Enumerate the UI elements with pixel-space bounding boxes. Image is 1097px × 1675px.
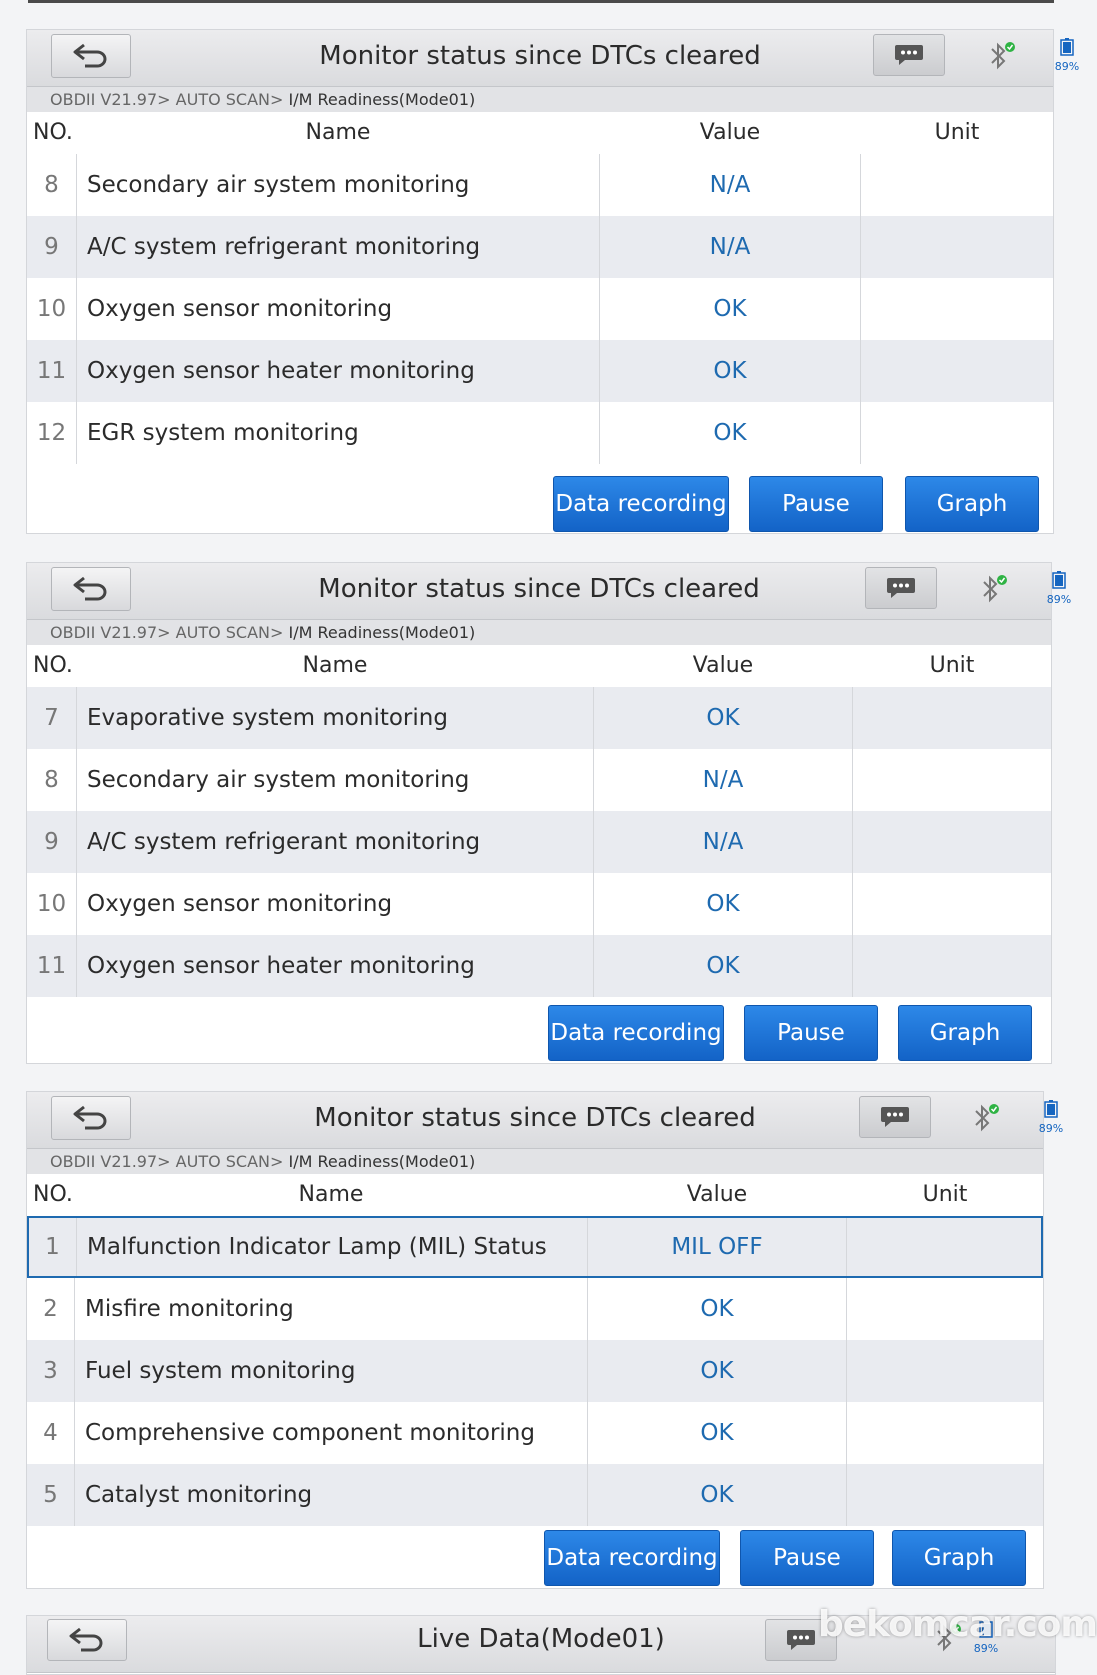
- row-value: N/A: [599, 216, 861, 278]
- graph-button[interactable]: Graph: [898, 1005, 1032, 1061]
- column-unit: Unit: [934, 120, 980, 145]
- row-number: 8: [27, 154, 77, 216]
- row-number: 10: [27, 873, 77, 935]
- column-name: Name: [298, 1182, 364, 1207]
- table-header: [27, 112, 1053, 154]
- breadcrumb-path: OBDII V21.97> AUTO SCAN>: [50, 1152, 289, 1171]
- screenshot-panel-1: [26, 29, 1080, 534]
- breadcrumb-current: I/M Readiness(Mode01): [288, 623, 476, 642]
- message-icon: [880, 1105, 910, 1129]
- row-name: Evaporative system monitoring: [87, 705, 448, 731]
- table-row[interactable]: [27, 687, 1051, 749]
- breadcrumb: [27, 1149, 1043, 1174]
- message-button[interactable]: [865, 567, 937, 609]
- battery-percent: 89%: [1054, 60, 1080, 73]
- row-value: OK: [593, 935, 853, 997]
- breadcrumb: [27, 620, 1051, 645]
- row-number: 9: [27, 811, 77, 873]
- row-name: Secondary air system monitoring: [87, 767, 470, 793]
- table-row[interactable]: [27, 402, 1053, 464]
- back-button[interactable]: [51, 34, 131, 78]
- message-icon: [786, 1628, 816, 1652]
- page-title: Monitor status since DTCs cleared: [314, 1103, 756, 1133]
- row-number: 9: [27, 216, 77, 278]
- battery-percent: 89%: [1038, 1122, 1064, 1135]
- column-unit: Unit: [929, 653, 975, 678]
- row-value: OK: [587, 1402, 847, 1464]
- row-value: OK: [599, 340, 861, 402]
- bluetooth-icon: [979, 573, 1009, 605]
- title-bar: [27, 563, 1072, 620]
- table-row[interactable]: [27, 1464, 1043, 1526]
- screenshot-panel-3: [26, 1091, 1064, 1589]
- battery-icon: [1052, 571, 1066, 589]
- table-header: [27, 1174, 1043, 1216]
- table-row[interactable]: [27, 1340, 1043, 1402]
- table-row[interactable]: [27, 935, 1051, 997]
- table-row[interactable]: [27, 154, 1053, 216]
- message-icon: [894, 43, 924, 67]
- battery-indicator: [1050, 38, 1084, 73]
- page-title: Monitor status since DTCs cleared: [319, 41, 761, 71]
- data-recording-button[interactable]: Data recording: [544, 1530, 720, 1586]
- table-row-selected[interactable]: [27, 1216, 1043, 1278]
- row-value: OK: [593, 687, 853, 749]
- breadcrumb-path: OBDII V21.97> AUTO SCAN>: [50, 623, 289, 642]
- column-no: NO.: [33, 653, 73, 678]
- battery-percent: 89%: [973, 1642, 999, 1655]
- table-row[interactable]: [27, 749, 1051, 811]
- row-value: OK: [587, 1464, 847, 1526]
- table-row[interactable]: [27, 278, 1053, 340]
- column-value: Value: [686, 1182, 748, 1207]
- row-name: Malfunction Indicator Lamp (MIL) Status: [87, 1234, 547, 1260]
- back-arrow-icon: [71, 42, 111, 70]
- battery-icon: [1044, 1100, 1058, 1118]
- table-row[interactable]: [27, 216, 1053, 278]
- row-value: N/A: [593, 749, 853, 811]
- row-name: A/C system refrigerant monitoring: [87, 234, 481, 260]
- column-name: Name: [302, 653, 368, 678]
- data-recording-button[interactable]: Data recording: [553, 476, 729, 532]
- pause-button[interactable]: Pause: [749, 476, 883, 532]
- row-value: OK: [599, 402, 861, 464]
- row-value: OK: [599, 278, 861, 340]
- breadcrumb-current: I/M Readiness(Mode01): [288, 90, 476, 109]
- row-name: Catalyst monitoring: [85, 1482, 313, 1508]
- column-no: NO.: [33, 120, 73, 145]
- table-header: [27, 645, 1051, 687]
- back-button[interactable]: [51, 567, 131, 611]
- back-button[interactable]: [47, 1619, 127, 1661]
- message-icon: [886, 576, 916, 600]
- table-row[interactable]: [27, 340, 1053, 402]
- breadcrumb-path: OBDII V21.97> AUTO SCAN>: [50, 90, 289, 109]
- back-button[interactable]: [51, 1096, 131, 1140]
- breadcrumb: [27, 87, 1053, 112]
- battery-percent: 89%: [1046, 593, 1072, 606]
- message-button[interactable]: [873, 34, 945, 76]
- row-number: 10: [27, 278, 77, 340]
- battery-indicator: [1042, 571, 1076, 606]
- breadcrumb-current: I/M Readiness(Mode01): [288, 1152, 476, 1171]
- column-no: NO.: [33, 1182, 73, 1207]
- row-name: Oxygen sensor heater monitoring: [87, 358, 475, 384]
- table-row[interactable]: [27, 1402, 1043, 1464]
- row-name: Misfire monitoring: [85, 1296, 294, 1322]
- back-arrow-icon: [71, 1104, 111, 1132]
- pause-button[interactable]: Pause: [744, 1005, 878, 1061]
- row-value: OK: [593, 873, 853, 935]
- row-number: 5: [27, 1464, 75, 1526]
- table-row[interactable]: [27, 873, 1051, 935]
- row-value: N/A: [593, 811, 853, 873]
- pause-button[interactable]: Pause: [740, 1530, 874, 1586]
- screenshot-panel-2: [26, 562, 1072, 1064]
- page-title: Live Data(Mode01): [417, 1624, 665, 1654]
- graph-button[interactable]: Graph: [892, 1530, 1026, 1586]
- row-number: 1: [29, 1218, 77, 1276]
- row-name: Oxygen sensor monitoring: [87, 296, 393, 322]
- row-number: 11: [27, 935, 77, 997]
- top-divider: [28, 0, 1054, 3]
- row-number: 2: [27, 1278, 75, 1340]
- row-value: N/A: [599, 154, 861, 216]
- row-number: 7: [27, 687, 77, 749]
- table-row[interactable]: [27, 1278, 1043, 1340]
- row-number: 3: [27, 1340, 75, 1402]
- row-number: 11: [27, 340, 77, 402]
- row-name: Fuel system monitoring: [85, 1358, 356, 1384]
- row-value: OK: [587, 1340, 847, 1402]
- bluetooth-icon: [987, 40, 1017, 72]
- row-value: OK: [587, 1278, 847, 1340]
- page-title: Monitor status since DTCs cleared: [318, 574, 760, 604]
- row-name: EGR system monitoring: [87, 420, 359, 446]
- row-value: MIL OFF: [587, 1218, 847, 1276]
- row-name: Oxygen sensor heater monitoring: [87, 953, 475, 979]
- column-name: Name: [305, 120, 371, 145]
- row-name: Oxygen sensor monitoring: [87, 891, 393, 917]
- title-bar: [27, 30, 1080, 87]
- watermark: bekomcar.com: [818, 1604, 1097, 1645]
- row-name: Comprehensive component monitoring: [85, 1420, 535, 1446]
- graph-button[interactable]: Graph: [905, 476, 1039, 532]
- column-unit: Unit: [922, 1182, 968, 1207]
- back-arrow-icon: [67, 1626, 107, 1654]
- row-number: 8: [27, 749, 77, 811]
- row-number: 12: [27, 402, 77, 464]
- battery-icon: [1060, 38, 1074, 56]
- data-recording-button[interactable]: Data recording: [548, 1005, 724, 1061]
- column-value: Value: [692, 653, 754, 678]
- back-arrow-icon: [71, 575, 111, 603]
- bluetooth-icon: [971, 1102, 1001, 1134]
- column-value: Value: [699, 120, 761, 145]
- row-name: A/C system refrigerant monitoring: [87, 829, 481, 855]
- title-bar: [27, 1092, 1064, 1149]
- message-button[interactable]: [859, 1096, 931, 1138]
- table-row[interactable]: [27, 811, 1051, 873]
- row-name: Secondary air system monitoring: [87, 172, 470, 198]
- row-number: 4: [27, 1402, 75, 1464]
- battery-indicator: [1034, 1100, 1068, 1135]
